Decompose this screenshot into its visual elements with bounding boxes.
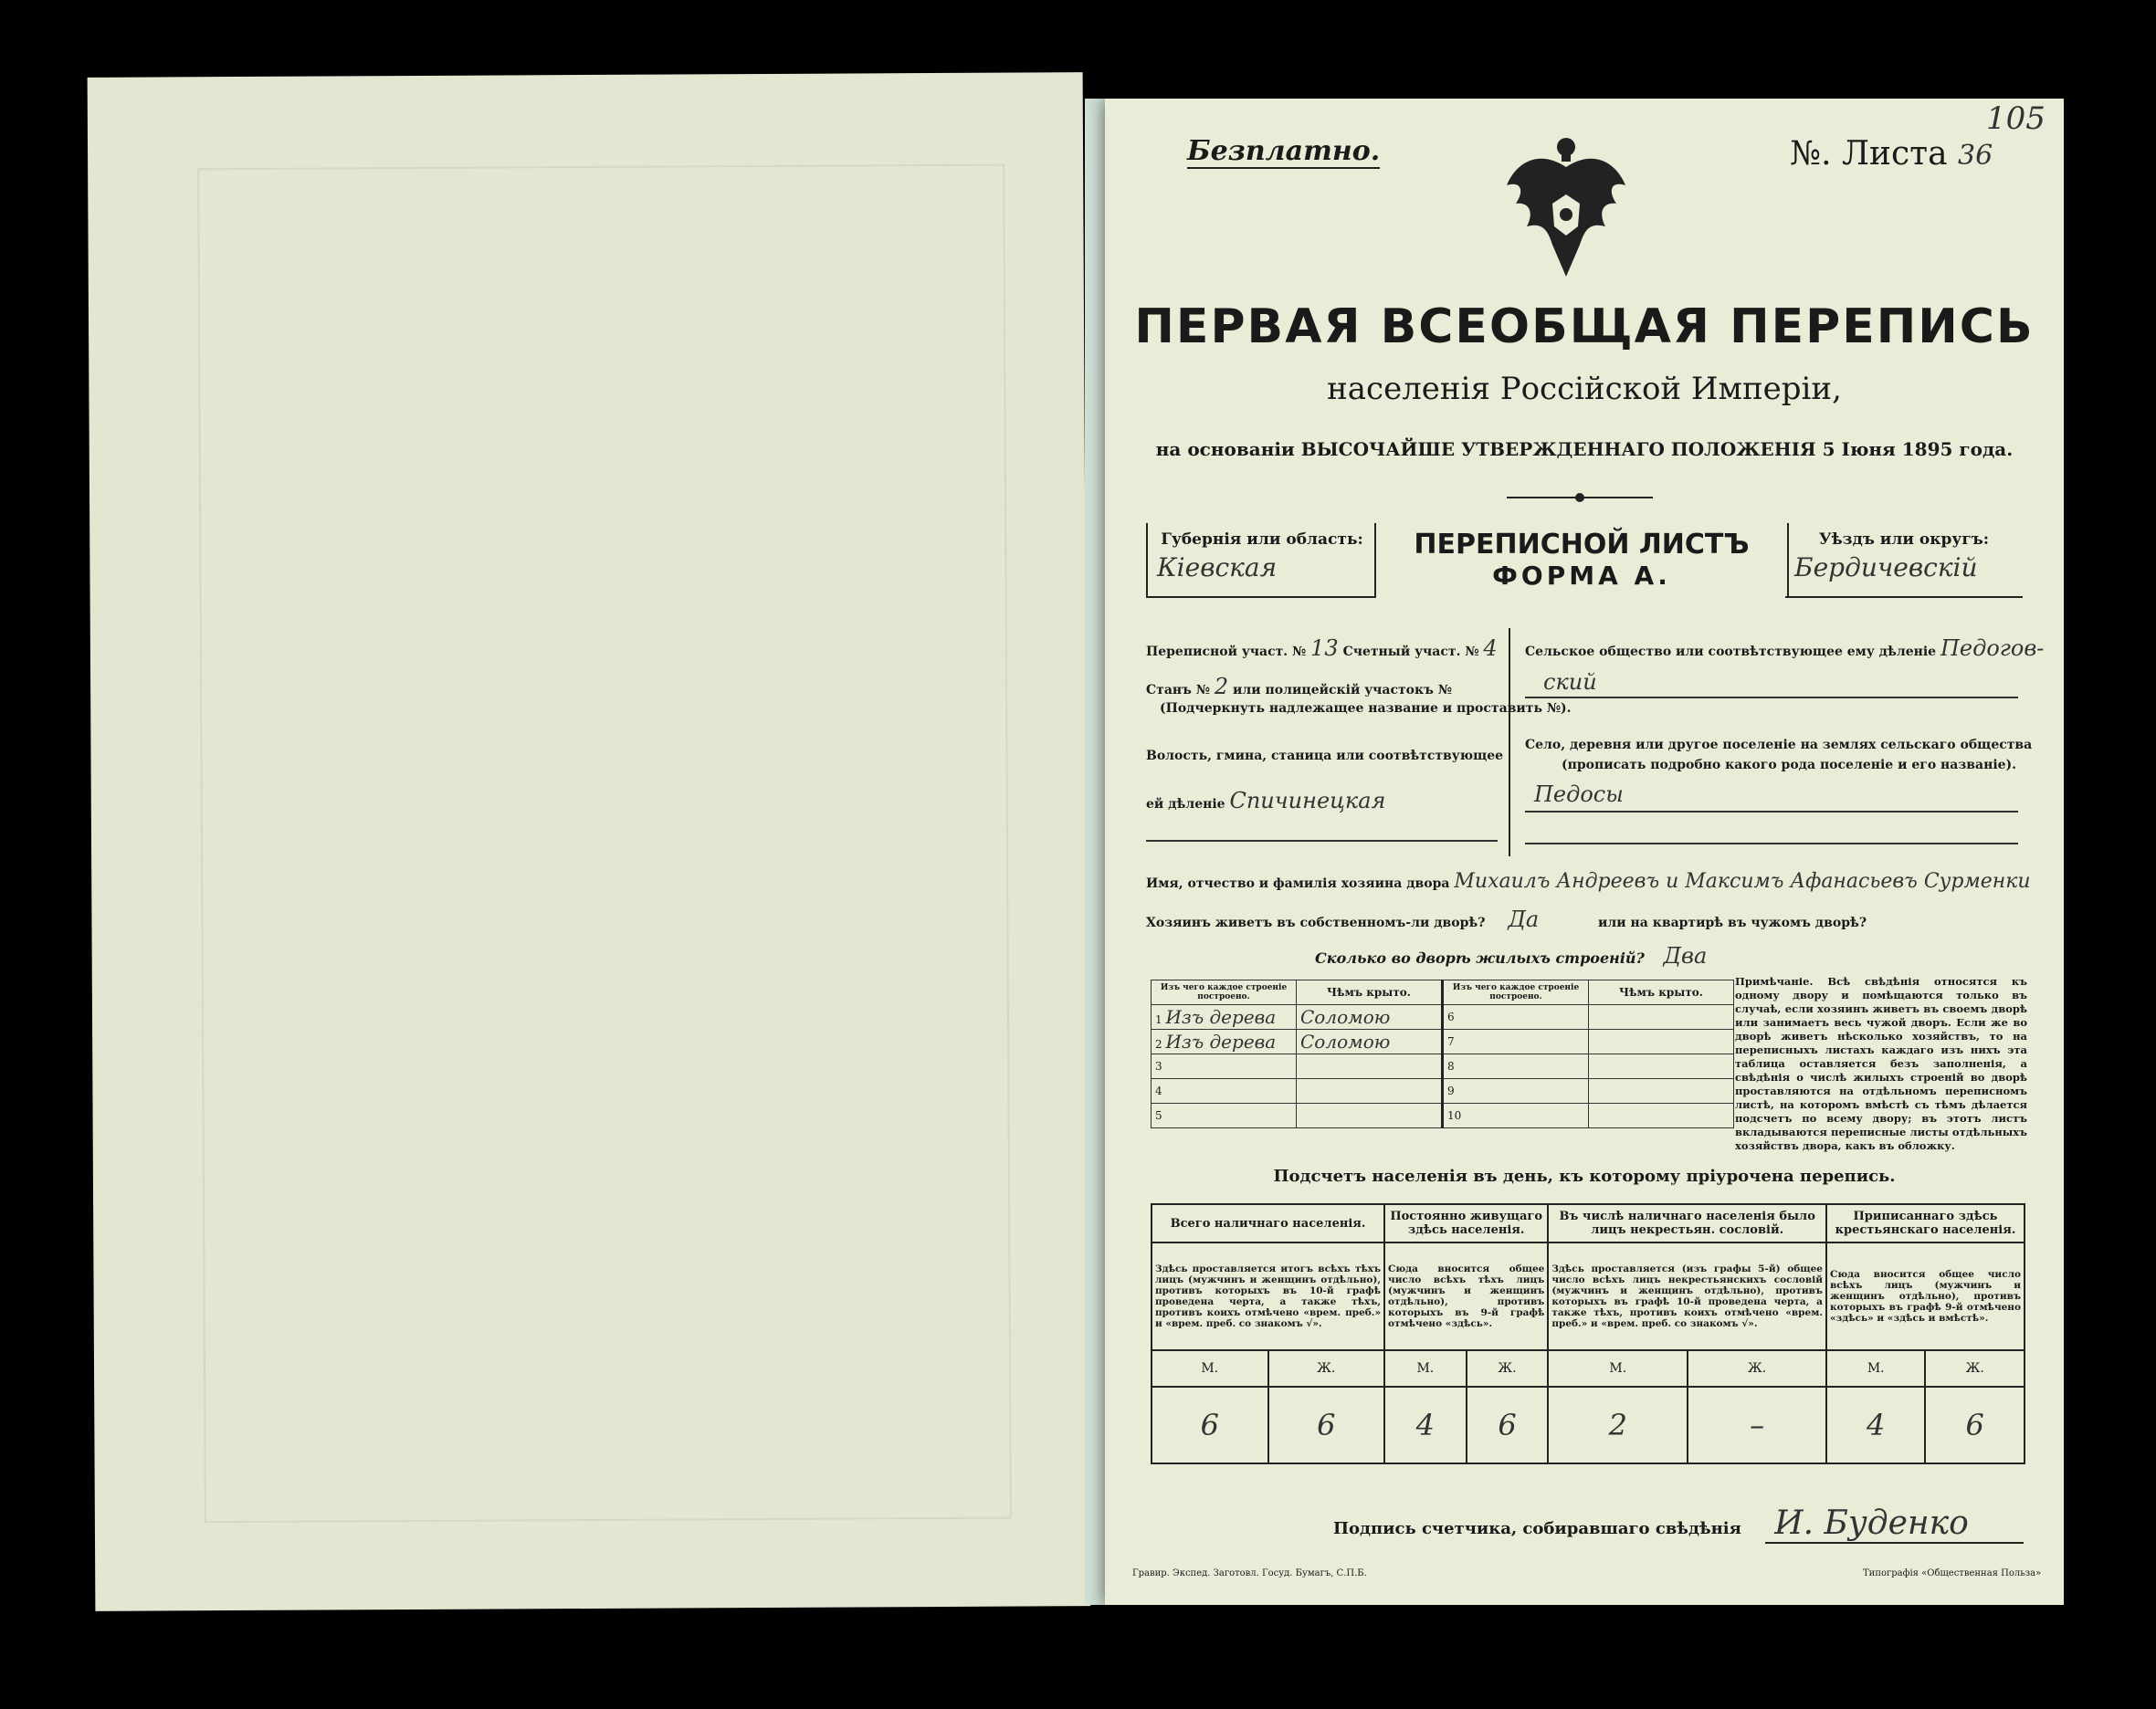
gubernia-value: Кіевская xyxy=(1157,552,1278,582)
volost-value: Спичинецкая xyxy=(1229,788,1386,813)
pop-value: 4 xyxy=(1384,1387,1467,1463)
uezd-label: Уѣздъ или округъ: xyxy=(1818,530,1990,549)
population-desc-row xyxy=(1152,1242,2025,1350)
pop-col-desc-4: Сюда вносится общее число всѣхъ лицъ (мужчинъ и женщинъ отдѣльно), противъ которыхъ въ графѣ 9-й отмѣчено «здѣсь» и «здѣсь и вмѣстѣ». xyxy=(1826,1242,2025,1350)
imprint-left: Гравир. Экспед. Заготовл. Госуд. Бумагъ, С.П.Б. xyxy=(1132,1568,1367,1578)
pop-col-desc-1: Здѣсь проставляется итогъ всѣхъ тѣхъ лицъ (мужчинъ и женщинъ отдѣльно), противъ которыхъ въ 10-й графѣ проведена черта, а также тѣхъ, противъ коихъ отмѣчено «врем. преб.» и «врем. преб. со знакомъ √». xyxy=(1152,1242,1384,1350)
owner-name-label: Имя, отчество и фамилія хозяина двора xyxy=(1146,876,1450,891)
free-label: Безплатно. xyxy=(1187,135,1381,167)
society-label: Сельское общество или соотвѣтствующее ему дѣленіе xyxy=(1525,645,1937,659)
buildings-count-value: Два xyxy=(1663,943,1708,969)
form-title: ПЕРЕПИСНОЙ ЛИСТЪ xyxy=(1414,529,1750,561)
underline-note: (Подчеркнуть надлежащее название и проставить №). xyxy=(1160,701,1572,716)
pop-col-desc-3: Здѣсь проставляется (изъ графы 5-й) общее число всѣхъ лицъ некрестьянскихъ сословій (мужчинъ и женщинъ отдѣльно), противъ которыхъ въ графѣ 10-й проведена черта, а также тѣхъ, противъ коихъ отмѣчено «врем. преб.» и «врем. преб. со знакомъ √». xyxy=(1548,1242,1826,1350)
pop-value: 6 xyxy=(1268,1387,1385,1463)
signature-row xyxy=(1333,1505,2024,1542)
basis-line: на основаніи ВЫСОЧАЙШЕ УТВЕРЖДЕННАГО ПОЛОЖЕНІЯ 5 Іюня 1895 года. xyxy=(1155,438,2014,460)
double-headed-eagle-icon xyxy=(1498,131,1635,281)
table-row: 5 10 xyxy=(1152,1104,1734,1128)
census-area-row xyxy=(1146,635,1498,661)
village-note: (прописать подробно какого рода поселеніе и его названіе). xyxy=(1562,758,2017,772)
pop-col-head-4: Приписаннаго здѣсь крестьянскаго населенія. xyxy=(1826,1204,2025,1242)
society-row-2 xyxy=(1543,669,1597,695)
uezd-box xyxy=(1785,523,2023,598)
col-material-2: Изъ чего каждое строеніе построено. xyxy=(1443,980,1589,1005)
col-material: Изъ чего каждое строеніе построено. xyxy=(1152,980,1297,1005)
volost-row xyxy=(1146,788,1385,813)
note-text: Примѣчаніе. Всѣ свѣдѣнія относятся къ одному двору и помѣщаются только въ случаѣ, если хозяинъ живетъ въ своемъ дворѣ или занимаетъ весь чужой дворъ. Если же во дворѣ живетъ нѣсколько хозяйствъ, то на переписныхъ листахъ каждаго изъ нихъ эта таблица оставляется безъ заполненія, а свѣдѣнія о числѣ жилыхъ строеній во дворѣ проставляются на отдѣльномъ переписномъ листѣ, на которомъ вмѣстѣ съ тѣмъ дѣлается подсчетъ по всему двору; въ этотъ листъ вкладываются переписные листы отдѣльныхъ хозяйствъ двора, какъ въ обложку. xyxy=(1735,975,2027,1152)
population-mf-row: М. Ж. М. Ж. М. Ж. М. Ж. xyxy=(1152,1350,2025,1387)
pop-value: 4 xyxy=(1826,1387,1925,1463)
stan-row xyxy=(1146,674,1452,699)
pop-col-head-3: Въ числѣ наличнаго населенія было лицъ некрестьян. сословій. xyxy=(1548,1204,1826,1242)
stan-label: Станъ № xyxy=(1146,683,1210,697)
column-divider xyxy=(1509,628,1510,856)
owner-name-value: Михаилъ Андреевъ и Максимъ Афанасьевъ Сурменки xyxy=(1454,870,2031,893)
pop-value: 2 xyxy=(1548,1387,1688,1463)
volost-extra-line xyxy=(1146,840,1498,842)
pop-col-head-1: Всего наличнаго населенія. xyxy=(1152,1204,1384,1242)
col-roof: Чѣмъ крыто. xyxy=(1297,980,1443,1005)
village-line xyxy=(1525,811,2018,813)
sub-title: населенія Россійской Имперіи, xyxy=(1327,371,1842,407)
society-row xyxy=(1525,635,2044,661)
signature-value: И. Буденко xyxy=(1765,1505,2024,1544)
count-area-value: 4 xyxy=(1483,635,1498,661)
population-title: Подсчетъ населенія въ день, къ которому пріурочена перепись. xyxy=(1273,1167,1896,1186)
buildings-count-row xyxy=(1315,943,1707,969)
table-row: 1 Изъ дерева Соломою 6 xyxy=(1152,1005,1734,1030)
village-row xyxy=(1534,781,1624,807)
col-roof-2: Чѣмъ крыто. xyxy=(1589,980,1734,1005)
police-label: или полицейскій участокъ № xyxy=(1233,683,1452,697)
society-value: Педогов- xyxy=(1940,635,2045,661)
buildings-table xyxy=(1151,980,1734,1128)
count-area-label: Счетный участ. № xyxy=(1342,645,1479,659)
left-blank-page xyxy=(88,72,1091,1611)
pop-col-head-2: Постоянно живущаго здѣсь населенія. xyxy=(1384,1204,1548,1242)
signature-label: Подпись счетчика, собиравшаго свѣдѣнія xyxy=(1333,1519,1741,1538)
pop-value: 6 xyxy=(1152,1387,1268,1463)
ornament-divider-icon xyxy=(1507,491,1653,504)
owner-name-row xyxy=(1146,870,2031,893)
census-form-page xyxy=(1105,99,2064,1605)
buildings-table-header xyxy=(1152,980,1734,1005)
stan-value: 2 xyxy=(1214,674,1229,699)
volost-label: Волость, гмина, станица или соотвѣтствующее xyxy=(1146,749,1504,763)
sheet-value: 36 xyxy=(1957,140,1993,172)
uezd-value: Бердичевскій xyxy=(1794,552,1978,582)
village-line-2 xyxy=(1525,843,2018,844)
village-value: Педосы xyxy=(1534,781,1624,807)
pop-value: 6 xyxy=(1925,1387,2025,1463)
buildings-count-label: Сколько во дворѣ жилыхъ строеній? xyxy=(1315,949,1645,967)
census-area-value: 13 xyxy=(1310,635,1339,661)
owner-rent-label: или на квартирѣ въ чужомъ дворѣ? xyxy=(1598,916,1867,930)
village-label: Село, деревня или другое поселеніе на землях сельскаго общества xyxy=(1525,738,2033,752)
gubernia-label: Губернія или область: xyxy=(1161,530,1363,549)
book-spine xyxy=(1085,99,1105,1605)
faint-show-through xyxy=(197,164,1012,1524)
owner-own-value: Да xyxy=(1508,907,1540,932)
volost-label-2: ей дѣленіе xyxy=(1146,797,1225,812)
population-table xyxy=(1151,1203,2025,1464)
table-row: 3 8 xyxy=(1152,1054,1734,1079)
society-value-2: ский xyxy=(1543,669,1597,695)
form-title-box xyxy=(1374,523,1789,596)
form-subtitle: ФОРМА А. xyxy=(1492,561,1671,591)
pop-value: 6 xyxy=(1467,1387,1549,1463)
main-title: ПЕРВАЯ ВСЕОБЩАЯ ПЕРЕПИСЬ xyxy=(1134,299,2035,354)
pop-col-desc-2: Сюда вносится общее число всѣхъ тѣхъ лицъ (мужчинъ и женщинъ отдѣльно), противъ которыхъ въ 9-й графѣ отмѣчено «здѣсь». xyxy=(1384,1242,1548,1350)
corner-page-number: 105 xyxy=(1986,100,2046,137)
table-row: 4 9 xyxy=(1152,1079,1734,1104)
population-header-row xyxy=(1152,1204,2025,1242)
owner-own-label: Хозяинъ живетъ въ собственномъ-ли дворѣ? xyxy=(1146,916,1486,930)
table-row: 2 Изъ дерева Соломою 7 xyxy=(1152,1030,1734,1054)
census-area-label: Переписной участ. № xyxy=(1146,645,1307,659)
pop-value: – xyxy=(1688,1387,1826,1463)
population-values-row xyxy=(1152,1387,2025,1463)
society-line xyxy=(1525,697,2018,698)
sheet-number xyxy=(1790,135,1993,173)
imprint-right: Типографія «Общественная Польза» xyxy=(1863,1568,2042,1578)
gubernia-box xyxy=(1146,523,1376,598)
sheet-label: №. Листа xyxy=(1790,135,1948,173)
owner-own-row xyxy=(1146,907,1867,932)
